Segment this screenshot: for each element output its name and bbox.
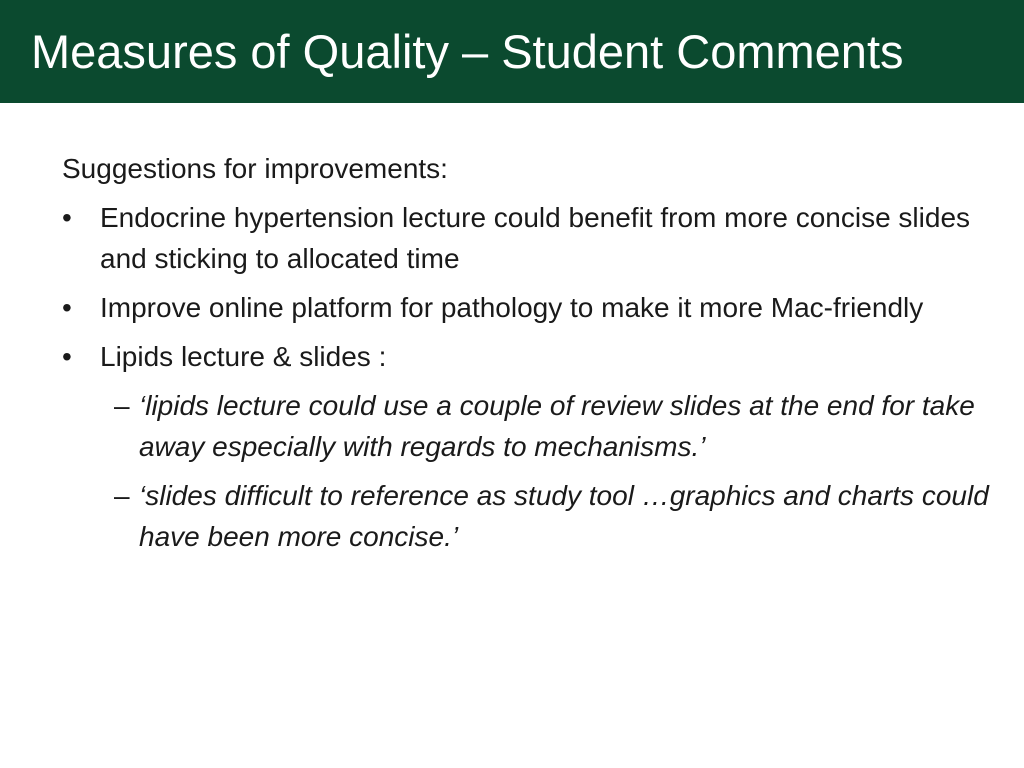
bullet-text: Endocrine hypertension lecture could benefit from more concise slides and sticking to allocated time [100,202,971,274]
bullet-text: Improve online platform for pathology to make it more Mac-friendly [100,292,924,323]
bullet-item [62,336,992,557]
bullet-icon: • [62,202,72,233]
bullet-item [62,287,992,328]
bullet-text: Lipids lecture & slides : [100,341,387,372]
intro-text: Suggestions for improvements: [62,153,448,184]
bullet-icon: • [62,292,72,323]
sub-bullet-item [100,475,992,557]
dash-icon: – [114,390,130,421]
quote-text: ‘lipids lecture could use a couple of review slides at the end for take away especially with regards to mechanisms.’ [139,390,975,462]
sub-bullet-item [100,385,992,467]
bullet-item [62,197,992,279]
bullet-list [62,197,992,557]
bullet-icon: • [62,341,72,372]
slide-content [62,148,992,565]
sub-bullet-list [100,385,992,557]
title-bar [0,0,1024,103]
slide-title: Measures of Quality – Student Comments [31,25,904,78]
quote-text: ‘slides difficult to reference as study tool …graphics and charts could have been more concise.’ [139,480,989,552]
dash-icon: – [114,480,130,511]
